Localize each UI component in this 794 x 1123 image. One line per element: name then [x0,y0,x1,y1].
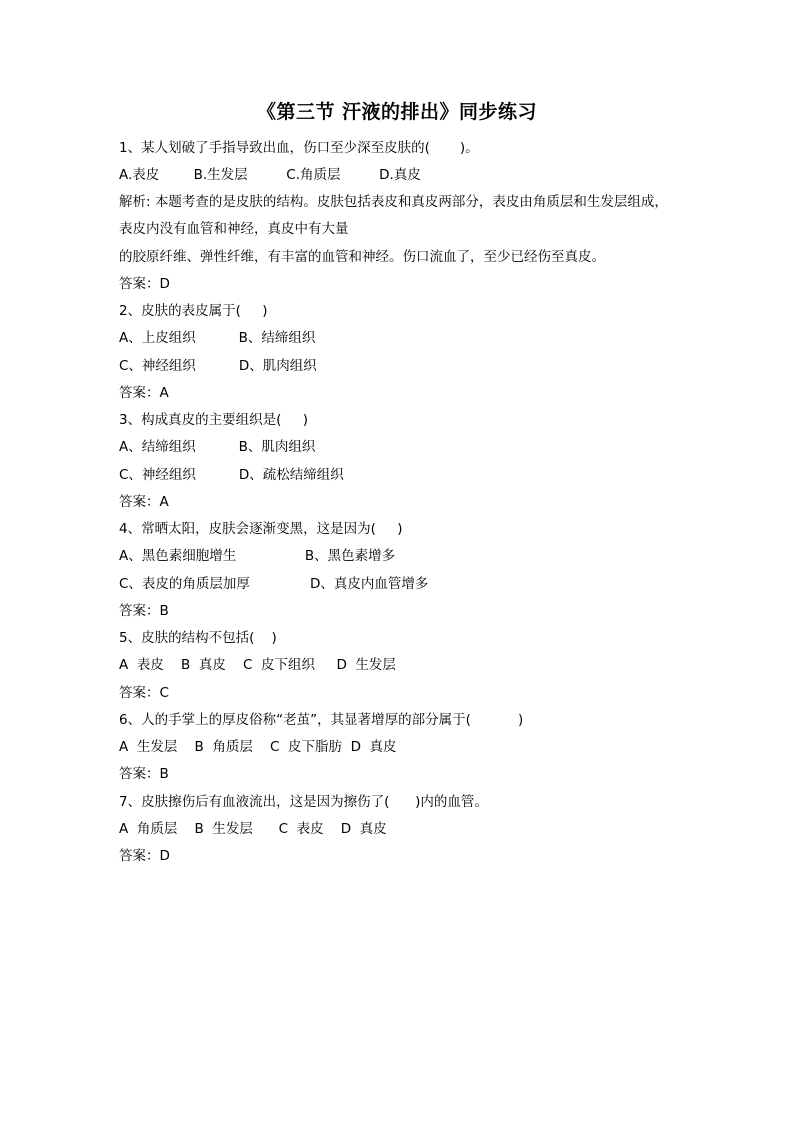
question-7: 7、皮肤擦伤后有血液流出，这是因为擦伤了( )内的血管。 [119,794,488,810]
question-5-answer: 答案：C [119,685,169,701]
question-2: 2、皮肤的表皮属于( ) [119,303,268,319]
question-4-options-cd: C、表皮的角质层加厚 D、真皮内血管增多 [119,576,429,592]
question-4-options-ab: A、黑色素细胞增生 B、黑色素增多 [119,548,396,564]
question-3-options-cd: C、神经组织 D、疏松结缔组织 [119,467,344,483]
question-2-answer: 答案：A [119,385,169,401]
question-7-options: A 角质层 B 生发层 C 表皮 D 真皮 [119,821,387,837]
question-6-answer: 答案：B [119,766,169,782]
page-title: 《第三节 汗液的排出》同步练习 [256,101,538,123]
question-3: 3、构成真皮的主要组织是( ) [119,412,309,428]
question-4: 4、常晒太阳，皮肤会逐渐变黑，这是因为( ) [119,521,403,537]
question-5-options: A 表皮 B 真皮 C 皮下组织 D 生发层 [119,657,396,673]
question-6: 6、人的手掌上的厚皮俗称“老茧”，其显著增厚的部分属于( ) [119,712,524,728]
question-6-options: A 生发层 B 角质层 C 皮下脂肪 D 真皮 [119,739,397,755]
question-1-analysis-cont-2: 的胶原纤维、弹性纤维，有丰富的血管和神经。伤口流血了，至少已经伤至真皮。 [119,249,605,265]
question-4-answer: 答案：B [119,603,169,619]
question-2-options-ab: A、上皮组织 B、结缔组织 [119,330,316,346]
question-5: 5、皮肤的结构不包括( ) [119,630,277,646]
question-2-options-cd: C、神经组织 D、肌肉组织 [119,358,317,374]
question-1-answer: 答案：D [119,276,170,292]
question-3-answer: 答案：A [119,494,169,510]
question-1-analysis: 解析: 本题考查的是皮肤的结构。皮肤包括表皮和真皮两部分，表皮由角质层和生发层组成， [119,194,668,210]
question-1: 1、某人划破了手指导致出血，伤口至少深至皮肤的( )。 [119,140,479,156]
question-7-answer: 答案：D [119,848,170,864]
question-3-options-ab: A、结缔组织 B、肌肉组织 [119,439,316,455]
question-1-analysis-cont-1: 表皮内没有血管和神经，真皮中有大量 [119,221,349,237]
question-1-options: A.表皮 B.生发层 C.角质层 D.真皮 [119,167,421,183]
